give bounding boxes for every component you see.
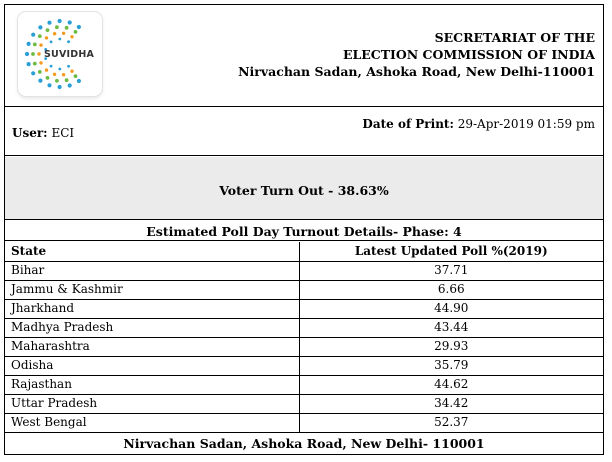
logo-dot (68, 83, 72, 87)
logo-dot (38, 34, 42, 38)
column-header-poll-percent: Latest Updated Poll %(2019) (299, 242, 603, 261)
logo-dot (68, 20, 72, 24)
organization-block (238, 29, 595, 80)
column-header-state: State (5, 242, 299, 261)
logo-dot (53, 73, 56, 76)
logo-dot (27, 42, 31, 46)
logo-dot (45, 68, 48, 71)
logo-dot (65, 26, 69, 30)
print-date-value: 29-Apr-2019 01:59 pm (457, 117, 595, 131)
logo-dot (58, 19, 62, 23)
logo-dot (53, 32, 56, 35)
logo-dot (62, 32, 65, 35)
logo-dot (70, 35, 73, 38)
poll-percent: 44.62 (299, 375, 603, 394)
user-info (12, 126, 74, 140)
poll-percent: 52.37 (299, 413, 603, 432)
logo-dot (39, 43, 42, 46)
logo-dot (62, 73, 65, 76)
logo-dot (33, 62, 37, 66)
logo-dot (46, 28, 50, 32)
logo-dot (70, 70, 73, 73)
logo-dot (25, 52, 29, 56)
poll-percent: 35.79 (299, 356, 603, 375)
poll-percent: 29.93 (299, 337, 603, 356)
turnout-banner (5, 157, 603, 220)
logo-dot (47, 21, 51, 25)
logo-dot (45, 36, 48, 39)
poll-percent: 44.90 (299, 299, 603, 318)
user-print-row (5, 108, 603, 156)
print-sheet (4, 4, 604, 455)
header (5, 5, 603, 107)
user-label: User: (12, 126, 48, 140)
logo-dot (33, 43, 37, 47)
logo-dot (38, 25, 42, 29)
logo-dot (38, 79, 42, 83)
logo-dot (74, 74, 78, 78)
state-name: Maharashtra (5, 337, 299, 356)
poll-percent: 34.42 (299, 394, 603, 413)
logo-dot (58, 38, 61, 41)
state-name: Rajasthan (5, 375, 299, 394)
logo-dot (65, 78, 69, 82)
logo-dot (47, 83, 51, 87)
logo-dot (37, 52, 40, 55)
logo-dot (58, 68, 61, 71)
logo-dot (50, 65, 53, 68)
logo-dot (55, 25, 59, 29)
print-date-label: Date of Print: (362, 117, 454, 131)
org-address: Nirvachan Sadan, Ashoka Road, New Delhi-110001 (238, 64, 595, 79)
user-value: ECI (51, 126, 75, 140)
table-row (5, 280, 603, 299)
table-row (5, 318, 603, 337)
phase-title: Estimated Poll Day Turnout Details- Phase: 4 (146, 224, 462, 239)
state-name: Madhya Pradesh (5, 318, 299, 337)
print-date (362, 117, 595, 131)
footer-row (5, 432, 603, 454)
suvidha-logo (18, 12, 102, 96)
table-row (5, 356, 603, 375)
table-row (5, 375, 603, 394)
state-name: Jharkhand (5, 299, 299, 318)
state-name: Odisha (5, 356, 299, 375)
logo-dot (74, 30, 78, 34)
logo-dot (67, 65, 70, 68)
state-name: Uttar Pradesh (5, 394, 299, 413)
logo-dot (31, 52, 35, 56)
phase-title-row (5, 221, 603, 241)
turnout-table (5, 242, 603, 433)
logo-dot (67, 40, 70, 43)
org-line-2: ELECTION COMMISSION OF INDIA (342, 47, 595, 62)
table-row (5, 413, 603, 432)
poll-percent: 6.66 (299, 280, 603, 299)
logo-dot (31, 71, 35, 75)
logo-dot (31, 33, 35, 37)
footer-address: Nirvachan Sadan, Ashoka Road, New Delhi- 110001 (123, 436, 485, 451)
logo-dot (58, 85, 62, 89)
org-line-1: SECRETARIAT OF THE (434, 30, 595, 45)
table-row (5, 394, 603, 413)
logo-dot (39, 61, 42, 64)
table-header-row (5, 242, 603, 261)
logo-dot (55, 79, 59, 83)
logo-dot (46, 76, 50, 80)
logo-text: SUVIDHA (44, 49, 95, 60)
table-row (5, 337, 603, 356)
poll-percent: 37.71 (299, 261, 603, 280)
table-row (5, 299, 603, 318)
state-name: West Bengal (5, 413, 299, 432)
state-name: Jammu & Kashmir (5, 280, 299, 299)
poll-percent: 43.44 (299, 318, 603, 337)
voter-turnout: Voter Turn Out - 38.63% (219, 183, 389, 198)
logo-dot (27, 62, 31, 66)
table-row (5, 261, 603, 280)
logo-dot (77, 25, 81, 29)
logo-dot (38, 70, 42, 74)
logo-dot (50, 41, 53, 44)
state-name: Bihar (5, 261, 299, 280)
logo-dot (77, 79, 81, 83)
